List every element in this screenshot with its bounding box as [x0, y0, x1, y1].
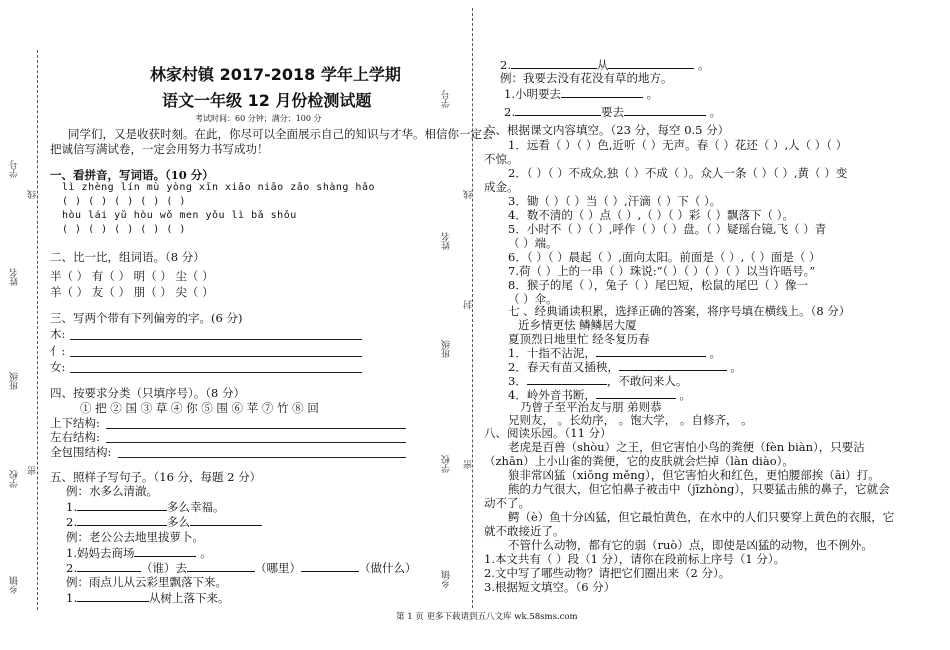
- s8-q1: 1.本文共有（ ）段（1 分），请你在段前标上序号（1 分）。: [484, 552, 786, 566]
- s5-example4: 例：我要去没有花没有草的地方。: [500, 71, 673, 85]
- section8-heading: 八、阅读乐园。（11 分）: [484, 426, 612, 440]
- s5-q2a: 1.妈妈去商场 。: [66, 546, 212, 560]
- s7-options-row2: 夏顶烈日地里忙 经冬复历春: [508, 332, 650, 346]
- margin-label-town: 乡镇: [10, 576, 20, 594]
- s8-passage-p7: 就不敢接近了。: [484, 524, 565, 538]
- section6-heading: 六、根据课文内容填空。（23 分，每空 0.5 分）: [484, 123, 730, 137]
- s3-answer-line-1[interactable]: [70, 339, 362, 340]
- margin-label-school: 学校: [10, 470, 20, 488]
- mid-label-town: 乡镇: [442, 570, 452, 588]
- s7-q1: 1．十指不沾泥， 。: [508, 346, 721, 360]
- intro-line1: 同学们，又是收获时刻。在此，你尽可以全面展示自己的知识与才华。相信你一定会: [68, 127, 494, 141]
- s7-options-row1: 近乡情更怯 鳞鳞居大厦: [518, 318, 637, 332]
- s3-answer-line-2[interactable]: [70, 356, 362, 357]
- s5-q2b-blank3[interactable]: [301, 560, 359, 572]
- mid-label-student-id: 学号: [442, 90, 452, 108]
- section7-heading: 七 、经典诵读积累，选择正确的答案，将序号填在横线上。（8 分）: [508, 304, 851, 318]
- s7-q3-blank[interactable]: [527, 373, 607, 385]
- s5-q3b-blank2[interactable]: [608, 57, 694, 69]
- s8-passage-p1: 老虎是百兽（shòu）之王，但它害怕小鸟的粪便（fèn biàn），只要沾: [508, 440, 865, 454]
- s6-line-1: 1．远看（ ）（ ）色,近听（ ）无声。春（ ）花还（ ）,人（ ）（ ）: [508, 138, 848, 152]
- s8-passage-p4: 熊的力气很大，但它怕鼻子被击中（jīzhòng），只要猛击熊的鼻子，它就会: [508, 482, 890, 496]
- s4-label-left-right: 左右结构:: [50, 430, 100, 444]
- s4-label-top-bottom: 上下结构:: [50, 416, 100, 430]
- s3-radical-person: 亻:: [50, 344, 66, 358]
- s3-answer-line-3[interactable]: [70, 372, 362, 373]
- s4-label-enclosed: 全包围结构:: [50, 445, 112, 459]
- s7-q2: 2．春天有苗又插秧， 。: [508, 360, 742, 374]
- s1-pinyin-row1: lì zhèng lín mù yòng xīn xiǎo niǎo zǎo shàng hǎo: [62, 182, 375, 193]
- s8-passage-p2: （zhān）上小山雀的粪便，它的皮肤就会烂掉（làn diào）。: [484, 454, 794, 468]
- left-binding-line: [37, 50, 38, 610]
- s5-q4b-blank1[interactable]: [515, 104, 601, 116]
- mid-binding-line: [472, 8, 473, 608]
- margin-label-student-id: 学号: [10, 160, 20, 178]
- s7-q3: 3． ，不敢问来人。: [508, 374, 688, 388]
- s5-example3: 例：雨点儿从云彩里飘落下来。: [66, 575, 227, 589]
- section4-heading: 四、按要求分类（只填序号）。（8 分）: [50, 386, 245, 400]
- mid-label-class: 班级: [442, 340, 452, 358]
- exam-title-line2: 语文一年级 12 月份检测试题: [162, 91, 372, 110]
- s3-radical-wood: 木:: [50, 327, 66, 341]
- mid-label-seal: 密: [464, 460, 474, 469]
- s8-passage-p6: 鳄（è）鱼十分凶猛，但它最怕黄色，在水中的人们只要穿上黄色的衣服，它: [508, 510, 895, 524]
- s7-q6: 兄则友， 。长幼序， 。饱大学， 。自修齐， 。: [508, 413, 753, 427]
- s7-q4: 4．岭外音书断， 。: [508, 388, 691, 402]
- s6-line-10: 7.荷（ ）上的一串（ ）珠说:“（ ）（ ）（ ）（ ）以当许晤号。”: [508, 264, 816, 278]
- section5-heading: 五、照样子写句子。（16 分，每题 2 分）: [50, 470, 262, 484]
- s5-q3b-blank1[interactable]: [511, 57, 597, 69]
- s5-q4a-blank[interactable]: [561, 86, 643, 98]
- s4-options: ① 把 ② 国 ③ 草 ④ 你 ⑤ 围 ⑥ 苹 ⑦ 竹 ⑧ 回: [80, 401, 319, 415]
- s5-q1b-blank2[interactable]: [190, 514, 262, 526]
- s5-example2: 例：老公公去地里拔萝卜。: [66, 530, 204, 544]
- s5-q2b: 2. （谁）去 （哪里） （做什么）: [66, 561, 417, 575]
- s8-passage-p3: 狼非常凶猛（xiōng měng），但它害怕火和红色，更怕腰部挨（āi）打。: [508, 468, 880, 482]
- s5-q4b-blank2[interactable]: [624, 104, 706, 116]
- s1-box-row2: ( ) ( ) ( ) ( ) ( ): [62, 224, 186, 235]
- s5-q1a-blank[interactable]: [77, 499, 167, 511]
- s6-line-6: 4．数不清的（ ）点（ ）,（ ）（ ）彩（ ）飘落下（ ）。: [508, 208, 794, 222]
- s6-line-12: （ ）伞。: [508, 292, 558, 306]
- margin-label-name: 姓名: [10, 268, 20, 286]
- s5-q2a-blank[interactable]: [134, 545, 196, 557]
- margin-label-class: 班级: [10, 372, 20, 390]
- section2-heading: 二、比一比，组词语。（8 分）: [50, 250, 205, 264]
- section1-heading: 一、看拼音，写词语。（10 分）: [50, 168, 214, 182]
- margin-label-seal: 密: [28, 466, 38, 475]
- page-footer: 第 1 页 更多下载请到五八文库 wk.58sms.com: [396, 612, 578, 622]
- s6-line-8: （ ）端。: [508, 236, 558, 250]
- s5-q1a: 1. 多么幸福。: [66, 500, 225, 514]
- s7-q2-blank[interactable]: [619, 359, 727, 371]
- s7-q4-blank[interactable]: [596, 387, 676, 399]
- s6-line-11: 8．猴子的尾（ ），兔子（ ）尾巴短，松鼠的尾巴（ ）像一: [508, 278, 809, 292]
- s8-passage-p8: 不管什么动物，都有它的弱（ruò）点，即使是凶猛的动物，也不例外。: [508, 538, 873, 552]
- exam-meta: 考试时间：60 分钟；满分：100 分: [195, 114, 322, 123]
- margin-label-line: 线: [28, 190, 38, 199]
- s1-box-row1: ( ) ( ) ( ) ( ) ( ): [62, 196, 186, 207]
- s1-pinyin-row2: hòu lái yǔ hòu wǒ men yǒu lì bǎ shǒu: [62, 210, 297, 221]
- s4-answer-line-1[interactable]: [106, 428, 406, 429]
- section3-heading: 三、写两个带有下列偏旁的字。(6 分): [50, 311, 243, 325]
- s5-q1b: 2. 多么: [66, 514, 262, 529]
- s4-answer-line-2[interactable]: [106, 442, 406, 443]
- mid-label-seal2: 封: [464, 300, 474, 309]
- s3-radical-woman: 女:: [50, 360, 66, 374]
- s6-line-9: 6．（ ）（ ）晨起（ ）,面向太阳。前面是（ ）,（ ）面是（ ）: [508, 250, 821, 264]
- s6-line-4: 成金。: [484, 180, 519, 194]
- s5-q1b-blank1[interactable]: [77, 514, 167, 526]
- s5-q3a: 1. 从树上落下来。: [66, 591, 230, 605]
- s6-line-2: 不惊。: [484, 152, 519, 166]
- s5-q3b: 2. 从 。: [500, 58, 710, 72]
- s5-q2b-blank1[interactable]: [77, 560, 141, 572]
- s5-q3a-blank[interactable]: [77, 590, 149, 602]
- s7-q5: 乃曾子至平治友与朋 弟则恭: [520, 400, 662, 414]
- s6-line-5: 3．锄（ ）（ ）当（ ）,汗滴（ ）下（ ）。: [508, 194, 722, 208]
- s8-q3: 3.根据短文填空。（6 分）: [484, 580, 616, 594]
- s4-answer-line-3[interactable]: [118, 457, 406, 458]
- exam-title-line1: 林家村镇 2017-2018 学年上学期: [150, 65, 401, 84]
- s6-line-3: 2．（ ）（ ）不成众,独（ ）不成（ ）。众人一条（ ）（ ）,黄（ ）变: [508, 166, 848, 180]
- s6-line-7: 5．小时不（ ）（ ）,呼作（ ）（ ）盘。（ ）疑瑶台镜,飞（ ）青: [508, 222, 827, 236]
- s5-q4a: 1.小明要去 。: [504, 87, 659, 101]
- s5-q4b: 2. 要去 。: [504, 105, 722, 119]
- s7-q1-blank[interactable]: [596, 345, 706, 357]
- s8-passage-p5: 动不了。: [484, 496, 530, 510]
- s5-q2b-blank2[interactable]: [187, 560, 255, 572]
- mid-label-line: 线: [464, 190, 474, 199]
- mid-label-school: 学校: [442, 455, 452, 473]
- s2-row2: 羊（ ） 友（ ） 朋（ ） 尖（ ）: [50, 285, 214, 299]
- s2-row1: 半（ ） 有（ ） 明（ ） 尘（ ）: [50, 269, 214, 283]
- intro-line2: 把诚信写满试卷，一定会用努力书写成功！: [50, 142, 269, 156]
- mid-label-name: 姓名: [442, 232, 452, 250]
- s5-example1: 例：水多么清澈。: [66, 484, 158, 498]
- s8-q2: 2.文中写了哪些动物？请把它们圈出来（2 分）。: [484, 566, 731, 580]
